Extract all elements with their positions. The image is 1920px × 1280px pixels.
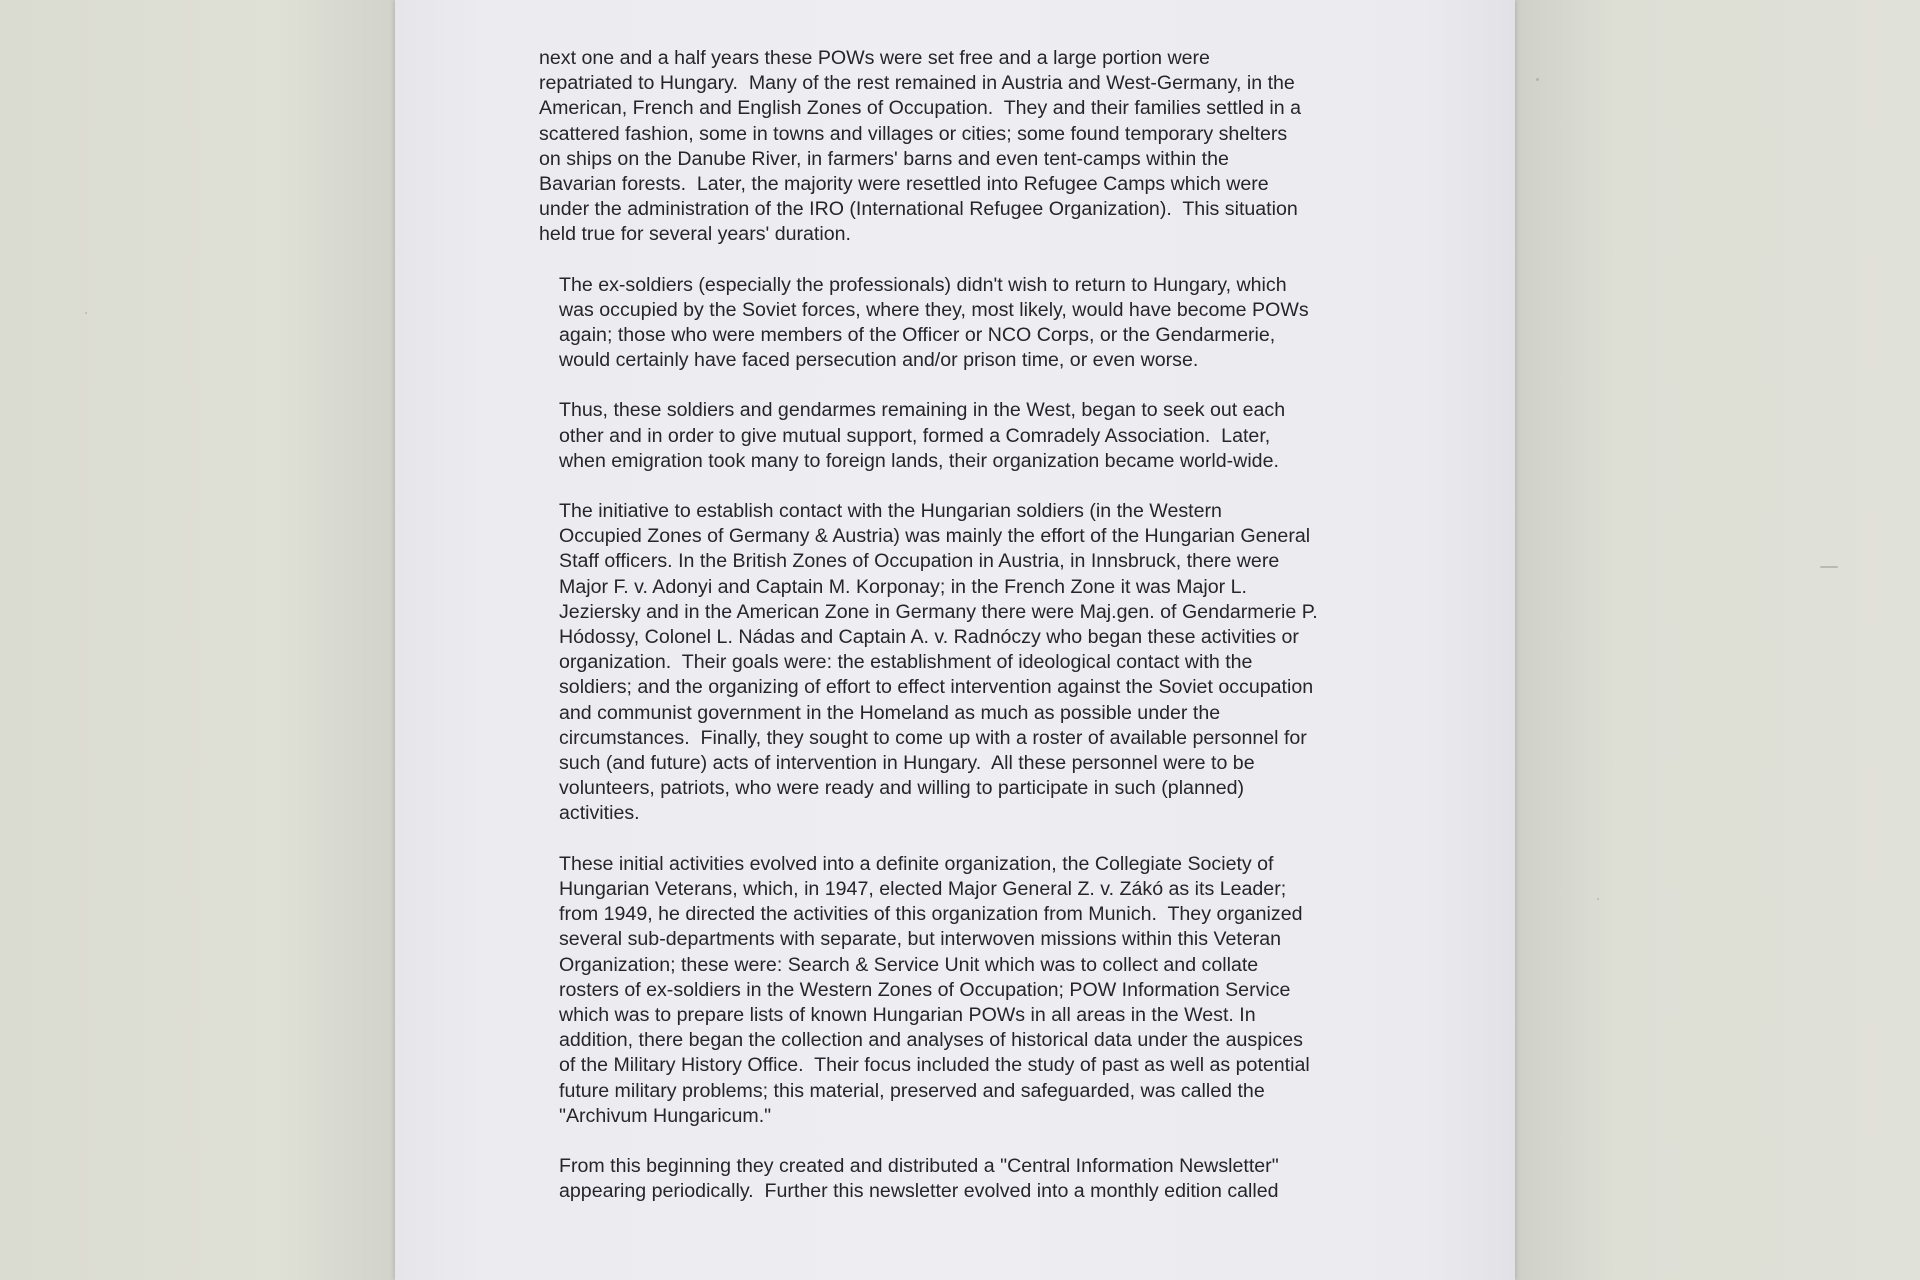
text-line: Major F. v. Adonyi and Captain M. Korponay; in the French Zone it was Major L. bbox=[559, 575, 1247, 598]
background-surface-right bbox=[1515, 0, 1920, 1280]
text-line: organization. Their goals were: the establishment of ideological contact with the bbox=[559, 651, 1253, 674]
text-line: and communist government in the Homeland as much as possible under the bbox=[559, 701, 1221, 724]
text-line: From this beginning they created and distributed a "Central Information Newsletter" bbox=[559, 1154, 1279, 1177]
surface-speck bbox=[1820, 566, 1838, 568]
paragraph bbox=[539, 398, 1479, 474]
text-line: Thus, these soldiers and gendarmes remaining in the West, began to seek out each bbox=[559, 399, 1286, 422]
surface-speck bbox=[1597, 898, 1599, 900]
text-line: future military problems; this material, preserved and safeguarded, was called the bbox=[559, 1079, 1265, 1102]
text-line: American, French and English Zones of Occupation. They and their families settled in a bbox=[539, 97, 1302, 120]
text-line: of the Military History Office. Their focus included the study of past as well as potential bbox=[559, 1054, 1310, 1077]
text-line: again; those who were members of the Officer or NCO Corps, or the Gendarmerie, bbox=[559, 324, 1276, 347]
text-line: next one and a half years these POWs were set free and a large portion were bbox=[539, 47, 1210, 69]
text-line: soldiers; and the organizing of effort to effect intervention against the Soviet occupation bbox=[559, 676, 1314, 699]
surface-speck bbox=[85, 312, 87, 314]
text-line: Organization; these were: Search & Service Unit which was to collect and collate bbox=[559, 953, 1259, 976]
text-line: when emigration took many to foreign lands, their organization became world-wide. bbox=[559, 449, 1279, 472]
text-line: such (and future) acts of intervention in Hungary. All these personnel were to be bbox=[559, 752, 1255, 775]
text-line: which was to prepare lists of known Hungarian POWs in all areas in the West. In bbox=[559, 1003, 1256, 1026]
text-line: appearing periodically. Further this newsletter evolved into a monthly edition called bbox=[559, 1180, 1279, 1203]
text-line: under the administration of the IRO (International Refugee Organization). This situation bbox=[539, 198, 1298, 221]
text-line: held true for several years' duration. bbox=[539, 223, 851, 246]
text-line: rosters of ex-soldiers in the Western Zones of Occupation; POW Information Service bbox=[559, 978, 1291, 1001]
text-line: several sub-departments with separate, but interwoven missions within this Veteran bbox=[559, 928, 1282, 951]
paragraph bbox=[539, 1154, 1479, 1204]
text-line: Occupied Zones of Germany & Austria) was mainly the effort of the Hungarian General bbox=[559, 525, 1311, 548]
text-line: Jeziersky and in the American Zone in Germany there were Maj.gen. of Gendarmerie P. bbox=[559, 600, 1318, 623]
text-line: Bavarian forests. Later, the majority were resettled into Refugee Camps which were bbox=[539, 173, 1269, 196]
text-line: was occupied by the Soviet forces, where they, most likely, would have become POWs bbox=[559, 298, 1309, 321]
text-line: "Archivum Hungaricum." bbox=[559, 1104, 772, 1127]
paragraph bbox=[539, 852, 1479, 1129]
text-line: from 1949, he directed the activities of this organization from Munich. They organized bbox=[559, 903, 1303, 926]
background-surface-left bbox=[0, 0, 395, 1280]
document-page bbox=[395, 0, 1515, 1280]
text-line: volunteers, patriots, who were ready and willing to participate in such (planned) bbox=[559, 777, 1245, 800]
paragraph bbox=[539, 273, 1479, 374]
text-line: The initiative to establish contact with the Hungarian soldiers (in the Western bbox=[559, 500, 1222, 523]
text-line: Hódossy, Colonel L. Nádas and Captain A. v. Radnóczy who began these activities or bbox=[559, 626, 1299, 649]
text-line: repatriated to Hungary. Many of the rest remained in Austria and West-Germany, in the bbox=[539, 72, 1295, 95]
text-line: would certainly have faced persecution and/or prison time, or even worse. bbox=[559, 349, 1199, 372]
text-line: circumstances. Finally, they sought to come up with a roster of available personnel for bbox=[559, 726, 1307, 749]
text-line: Staff officers. In the British Zones of Occupation in Austria, in Innsbruck, there were bbox=[559, 550, 1280, 573]
text-line: scattered fashion, some in towns and villages or cities; some found temporary shelters bbox=[539, 122, 1288, 145]
text-line: The ex-soldiers (especially the professionals) didn't wish to return to Hungary, which bbox=[559, 273, 1287, 296]
text-line: activities. bbox=[559, 802, 640, 825]
document-body bbox=[539, 46, 1479, 1229]
surface-speck bbox=[1536, 78, 1539, 81]
text-line: other and in order to give mutual support, formed a Comradely Association. Later, bbox=[559, 424, 1271, 447]
paragraph bbox=[539, 499, 1479, 827]
paragraph bbox=[539, 46, 1479, 248]
text-line: addition, there began the collection and analyses of historical data under the auspices bbox=[559, 1029, 1303, 1052]
text-line: on ships on the Danube River, in farmers' barns and even tent-camps within the bbox=[539, 147, 1229, 170]
text-line: Hungarian Veterans, which, in 1947, elected Major General Z. v. Zákó as its Leader; bbox=[559, 877, 1287, 900]
text-line: These initial activities evolved into a definite organization, the Collegiate Society of bbox=[559, 852, 1274, 875]
